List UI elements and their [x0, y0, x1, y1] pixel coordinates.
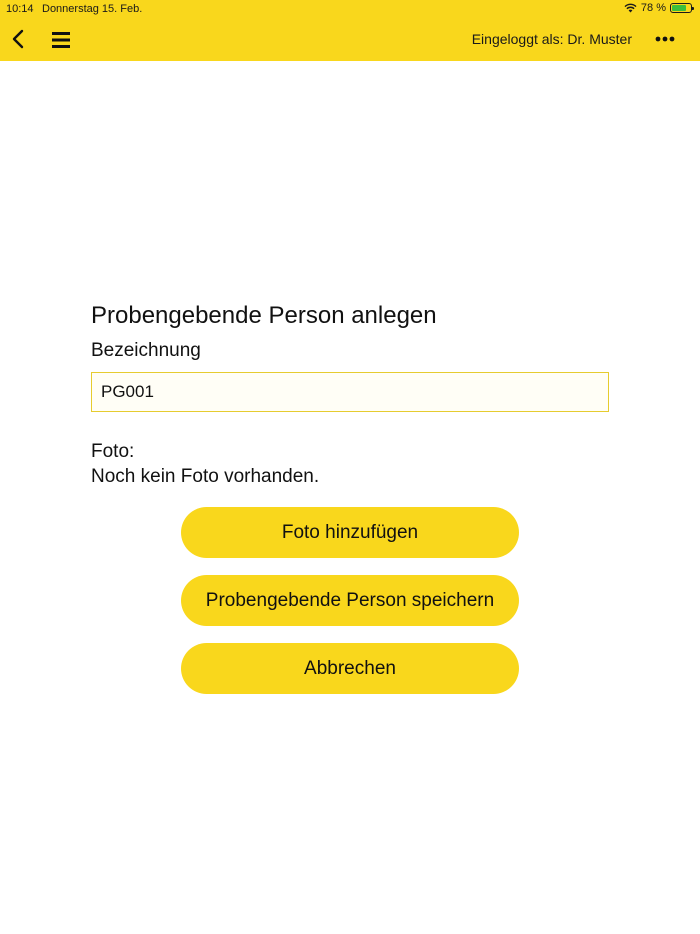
- battery-percent: 78 %: [640, 2, 666, 14]
- photo-label: Foto:: [91, 441, 135, 462]
- navigation-bar: [0, 18, 700, 61]
- top-bar: [0, 0, 700, 61]
- status-date: Donnerstag 15. Feb.: [42, 3, 143, 15]
- battery-fill: [672, 5, 686, 11]
- logged-in-user: Eingeloggt als: Dr. Muster: [471, 31, 632, 47]
- designation-label: Bezeichnung: [91, 340, 201, 361]
- status-time: 10:14: [6, 3, 34, 15]
- page-title: Probengebende Person anlegen: [91, 302, 437, 329]
- status-right: [624, 2, 692, 14]
- wifi-icon: [624, 3, 637, 13]
- designation-input[interactable]: [91, 372, 609, 412]
- person-form: [91, 300, 609, 489]
- add-photo-button[interactable]: Foto hinzufügen: [181, 507, 519, 558]
- save-person-button[interactable]: Probengebende Person speichern: [181, 575, 519, 626]
- hamburger-menu-icon[interactable]: [50, 30, 72, 50]
- battery-icon: [670, 3, 692, 13]
- more-dots-icon[interactable]: [654, 29, 676, 49]
- status-bar: [0, 0, 700, 18]
- cancel-button[interactable]: Abbrechen: [181, 643, 519, 694]
- chevron-left-icon[interactable]: [8, 27, 30, 51]
- photo-status: Noch kein Foto vorhanden.: [91, 466, 320, 487]
